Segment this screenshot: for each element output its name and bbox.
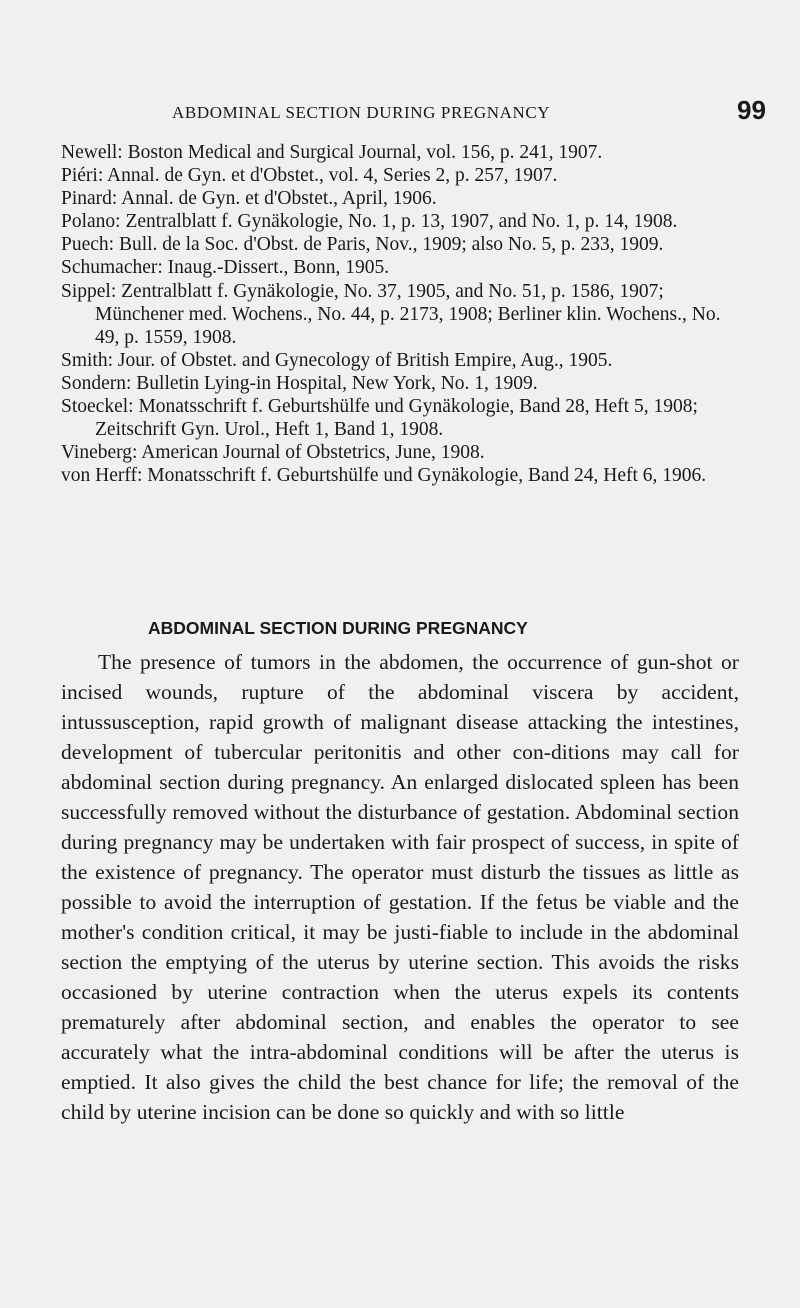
reference-item: Puech: Bull. de la Soc. d'Obst. de Paris, Nov., 1909; also No. 5, p. 233, 1909. <box>61 234 664 256</box>
reference-item: Vineberg: American Journal of Obstetrics, June, 1908. <box>61 442 485 464</box>
page-number: 99 <box>737 95 766 125</box>
running-head: ABDOMINAL SECTION DURING PREGNANCY <box>172 103 551 122</box>
reference-item: Schumacher: Inaug.-Dissert., Bonn, 1905. <box>61 257 390 279</box>
reference-item: Smith: Jour. of Obstet. and Gynecology of British Empire, Aug., 1905. <box>61 349 613 371</box>
reference-item: Stoeckel: Monatsschrift f. Geburtshülfe und Gynäkologie, Band 28, Heft 5, 1908; Zeitschrift Gyn. Urol., Heft 1, Band 1, 1908. <box>61 396 698 441</box>
reference-item: Piéri: Annal. de Gyn. et d'Obstet., vol. 4, Series 2, p. 257, 1907. <box>61 165 558 187</box>
reference-item: von Herff: Monatsschrift f. Geburtshülfe und Gynäkologie, Band 24, Heft 6, 1906. <box>61 465 707 487</box>
body-paragraph: The presence of tumors in the abdomen, the occurrence of gun-shot or incised wounds, rupture of the abdominal viscera by accident, intussusception, rapid growth of malignant disease attacking the intestines, development of tubercular peritonitis and other con-ditions may call for abdominal section during pregnancy. An enlarged dislocated spleen has been successfully removed without the disturbance of gestation. Abdominal section during pregnancy may be undertaken with fair prospect of success, in spite of the existence of pregnancy. The operator must disturb the tissues as little as possible to avoid the interruption of gestation. If the fetus be viable and the mother's condition critical, it may be justi-fiable to include in the abdominal section the emptying of the uterus by uterine section. This avoids the risks occasioned by uterine contraction when the uterus expels its contents prematurely after abdominal section, and enables the operator to see accurately what the intra-abdominal conditions will be after the uterus is emptied. It also gives the child the best chance for life; the removal of the child by uterine incision can be done so quickly and with so little <box>61 650 739 1124</box>
reference-list <box>61 141 739 487</box>
reference-item: Sondern: Bulletin Lying-in Hospital, New York, No. 1, 1909. <box>61 372 538 394</box>
reference-item: Pinard: Annal. de Gyn. et d'Obstet., April, 1906. <box>61 188 437 210</box>
reference-item: Polano: Zentralblatt f. Gynäkologie, No. 1, p. 13, 1907, and No. 1, p. 14, 1908. <box>61 211 678 233</box>
reference-item: Newell: Boston Medical and Surgical Journal, vol. 156, p. 241, 1907. <box>61 142 603 163</box>
section-heading: ABDOMINAL SECTION DURING PREGNANCY <box>148 618 528 638</box>
reference-item: Sippel: Zentralblatt f. Gynäkologie, No. 37, 1905, and No. 51, p. 1586, 1907; Münchener med. Wochens., No. 44, p. 2173, 1908; Berliner klin. Wochens., No. 49, p. 1559, 1908. <box>61 280 721 348</box>
